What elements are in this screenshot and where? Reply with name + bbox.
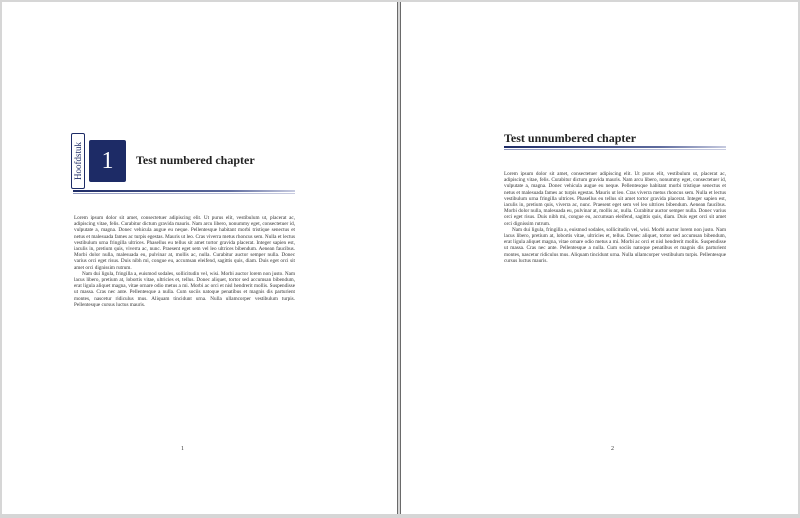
body-text [504, 171, 726, 264]
chapter-rule-thin [504, 149, 726, 150]
page-number: 2 [611, 446, 614, 452]
page-2 [400, 2, 798, 514]
chapter-rule [504, 146, 726, 148]
chapter-title: Test numbered chapter [136, 153, 255, 167]
paragraph: Nam dui ligula, fringilla a, euismod sodales, sollicitudin vel, wisi. Morbi auctor lorem non justo. Nam lacus libero, pretium at, lobortis vitae, ultricies et, tellus. Donec aliquet, tortor sed accumsan bibendum, erat ligula aliquet magna, vitae ornare odio metus a mi. Morbi ac orci et nisl hendrerit mollis. Suspendisse ut massa. Cras nec ante. Pellentesque a nulla. Cum sociis natoque penatibus et magnis dis parturient montes, nascetur ridiculus mus. Aliquam tincidunt urna. Nulla ullamcorper vestibulum turpis. Pellentesque cursus luctus mauris. [504, 226, 726, 264]
chapter-label: Hoofdstuk [73, 142, 83, 180]
page-1 [2, 2, 398, 514]
paragraph: Lorem ipsum dolor sit amet, consectetuer adipiscing elit. Ut purus elit, vestibulum ut, placerat ac, adipiscing vitae, felis. Curabitur dictum gravida mauris. Nam arcu libero, nonummy eget, consectetuer id, vulputate a, magna. Donec vehicula augue eu neque. Pellentesque habitant morbi tristique senectus et netus et malesuada fames ac turpis egestas. Mauris ut leo. Cras viverra metus rhoncus sem. Nulla et lectus vestibulum urna fringilla ultrices. Phasellus eu tellus sit amet tortor gravida placerat. Integer sapien est, iaculis in, pretium quis, viverra ac, nunc. Praesent eget sem vel leo ultrices bibendum. Aenean faucibus. Morbi dolor nulla, malesuada eu, pulvinar at, mollis ac, nulla. Curabitur auctor semper nulla. Donec varius orci eget risus. Duis nibh mi, congue eu, accumsan eleifend, sagittis quis, diam. Duis eget orci sit amet orci dignissim rutrum. [74, 215, 295, 271]
page-number: 1 [181, 446, 184, 452]
chapter-label-tab [71, 133, 85, 189]
chapter-rule-thin [73, 193, 295, 194]
chapter-number-box [89, 140, 126, 182]
chapter-title: Test unnumbered chapter [504, 131, 637, 145]
chapter-number: 1 [101, 147, 114, 174]
chapter-rule [73, 190, 295, 192]
body-text [74, 215, 295, 308]
paragraph: Lorem ipsum dolor sit amet, consectetuer adipiscing elit. Ut purus elit, vestibulum ut, placerat ac, adipiscing vitae, felis. Curabitur dictum gravida mauris. Nam arcu libero, nonummy eget, consectetuer id, vulputate a, magna. Donec vehicula augue eu neque. Pellentesque habitant morbi tristique senectus et netus et malesuada fames ac turpis egestas. Mauris ut leo. Cras viverra metus rhoncus sem. Nulla et lectus vestibulum urna fringilla ultrices. Phasellus eu tellus sit amet tortor gravida placerat. Integer sapien est, iaculis in, pretium quis, viverra ac, nunc. Praesent eget sem vel leo ultrices bibendum. Aenean faucibus. Morbi dolor nulla, malesuada eu, pulvinar at, mollis ac, nulla. Curabitur auctor semper nulla. Donec varius orci eget risus. Duis nibh mi, congue eu, accumsan eleifend, sagittis quis, diam. Duis eget orci sit amet orci dignissim rutrum. [504, 171, 726, 227]
paragraph: Nam dui ligula, fringilla a, euismod sodales, sollicitudin vel, wisi. Morbi auctor lorem non justo. Nam lacus libero, pretium at, lobortis vitae, ultricies et, tellus. Donec aliquet, tortor sed accumsan bibendum, erat ligula aliquet magna, vitae ornare odio metus a mi. Morbi ac orci et nisl hendrerit mollis. Suspendisse ut massa. Cras nec ante. Pellentesque a nulla. Cum sociis natoque penatibus et magnis dis parturient montes, nascetur ridiculus mus. Aliquam tincidunt urna. Nulla ullamcorper vestibulum turpis. Pellentesque cursus luctus mauris. [74, 270, 295, 308]
